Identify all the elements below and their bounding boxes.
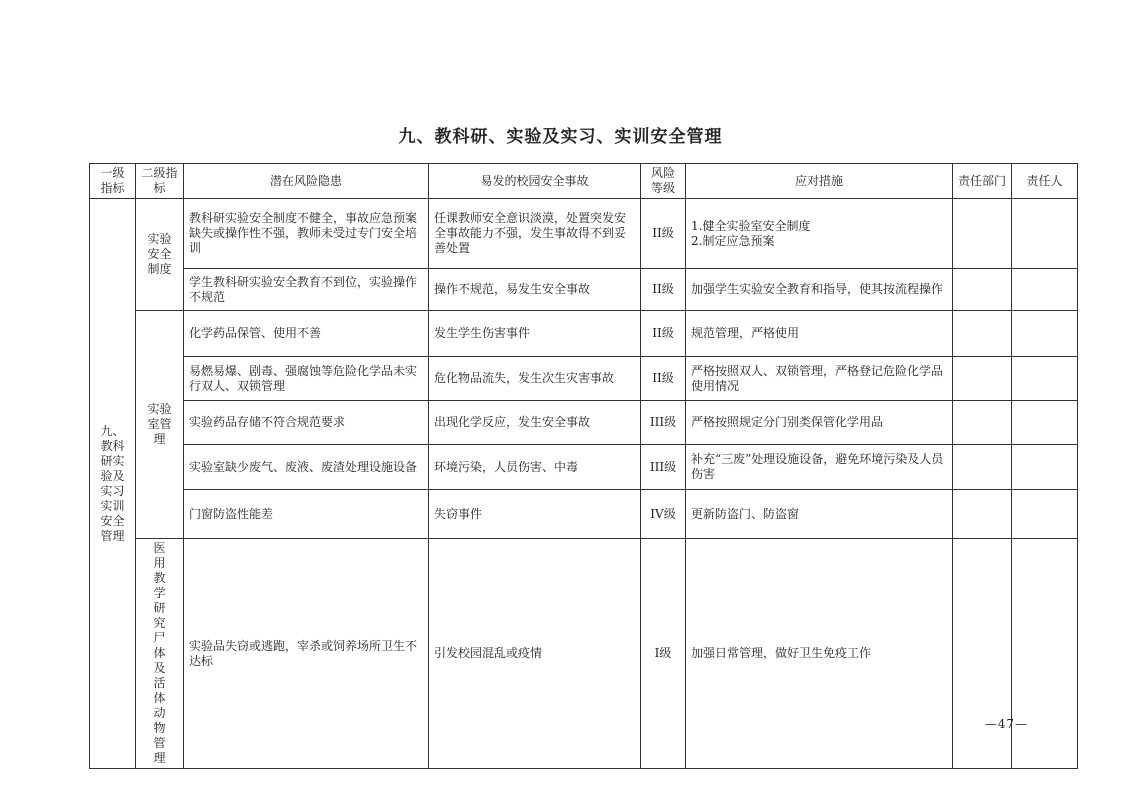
person-cell <box>1012 357 1078 401</box>
person-cell <box>1012 490 1078 539</box>
risk-level-cell: II级 <box>641 269 686 311</box>
level2-label: 实验安全制度 <box>147 232 172 276</box>
dept-cell <box>953 357 1012 401</box>
table-row <box>90 445 1078 490</box>
risk-level-cell: I级 <box>641 539 686 769</box>
table-row <box>90 311 1078 357</box>
header-measures: 应对措施 <box>686 164 953 199</box>
header-person: 责任人 <box>1012 164 1078 199</box>
accident-cell: 出现化学反应，发生安全事故 <box>429 401 641 445</box>
risk-level-cell: III级 <box>641 401 686 445</box>
header-hazard: 潜在风险隐患 <box>184 164 429 199</box>
dept-cell <box>953 445 1012 490</box>
dept-cell <box>953 401 1012 445</box>
table-row <box>90 269 1078 311</box>
accident-cell: 环境污染，人员伤害、中毒 <box>429 445 641 490</box>
accident-cell: 任课教师安全意识淡漠，处置突发安全事故能力不强，发生事故得不到妥善处置 <box>429 199 641 269</box>
level2-cell <box>136 199 184 311</box>
person-cell <box>1012 445 1078 490</box>
hazard-cell: 学生教科研实验安全教育不到位，实验操作不规范 <box>184 269 429 311</box>
header-row <box>90 164 1078 199</box>
person-cell <box>1012 539 1078 769</box>
dept-cell <box>953 539 1012 769</box>
accident-cell: 失窃事件 <box>429 490 641 539</box>
measures-cell: 加强日常管理，做好卫生免疫工作 <box>686 539 953 769</box>
level2-cell <box>136 311 184 539</box>
accident-cell: 引发校园混乱或疫情 <box>429 539 641 769</box>
person-cell <box>1012 401 1078 445</box>
risk-table <box>89 163 1078 769</box>
hazard-cell: 易燃易爆、剧毒、强腐蚀等危险化学品未实行双人、双锁管理 <box>184 357 429 401</box>
page-title: 九、教科研、实验及实习、实训安全管理 <box>398 127 723 147</box>
table-row <box>90 539 1078 769</box>
table-row <box>90 490 1078 539</box>
level1-cell <box>90 199 136 769</box>
measures-cell: 更新防盗门、防盗窗 <box>686 490 953 539</box>
measures-cell: 严格按照双人、双锁管理，严格登记危险化学品使用情况 <box>686 357 953 401</box>
level2-label: 实验室管理 <box>147 402 172 446</box>
person-cell <box>1012 269 1078 311</box>
header-dept: 责任部门 <box>953 164 1012 199</box>
measures-cell: 严格按照规定分门别类保管化学用品 <box>686 401 953 445</box>
accident-cell: 危化物品流失，发生次生灾害事故 <box>429 357 641 401</box>
risk-level-cell: II级 <box>641 311 686 357</box>
hazard-cell: 实验药品存储不符合规范要求 <box>184 401 429 445</box>
header-level2: 二级指标 <box>136 164 184 199</box>
measures-cell: 加强学生实验安全教育和指导，使其按流程操作 <box>686 269 953 311</box>
level1-label: 九、教科研实验及实习实训安全管理 <box>100 423 125 543</box>
level2-label: 医用教学研究尸体及活体动物管理 <box>153 541 166 765</box>
header-accident: 易发的校园安全事故 <box>429 164 641 199</box>
dept-cell <box>953 490 1012 539</box>
page-number: —47— <box>984 717 1028 731</box>
accident-cell: 发生学生伤害事件 <box>429 311 641 357</box>
risk-level-cell: II级 <box>641 357 686 401</box>
dept-cell <box>953 199 1012 269</box>
accident-cell: 操作不规范，易发生安全事故 <box>429 269 641 311</box>
hazard-cell: 门窗防盗性能差 <box>184 490 429 539</box>
risk-level-cell: III级 <box>641 445 686 490</box>
dept-cell <box>953 311 1012 357</box>
risk-level-cell: IV级 <box>641 490 686 539</box>
measures-cell: 补充“三废”处理设施设备，避免环境污染及人员伤害 <box>686 445 953 490</box>
header-level1: 一级指标 <box>90 164 136 199</box>
hazard-cell: 实验室缺少废气、废液、废渣处理设施设备 <box>184 445 429 490</box>
header-risk: 风险等级 <box>641 164 686 199</box>
table-row <box>90 199 1078 269</box>
level2-cell <box>136 539 184 769</box>
table-row <box>90 357 1078 401</box>
hazard-cell: 实验品失窃或逃跑，宰杀或饲养场所卫生不达标 <box>184 539 429 769</box>
measures-cell: 1.健全实验室安全制度 2.制定应急预案 <box>686 199 953 269</box>
person-cell <box>1012 311 1078 357</box>
risk-level-cell: II级 <box>641 199 686 269</box>
table-row <box>90 401 1078 445</box>
measures-cell: 规范管理，严格使用 <box>686 311 953 357</box>
hazard-cell: 教科研实验安全制度不健全，事故应急预案缺失或操作性不强，教师未受过专门安全培训 <box>184 199 429 269</box>
dept-cell <box>953 269 1012 311</box>
person-cell <box>1012 199 1078 269</box>
hazard-cell: 化学药品保管、使用不善 <box>184 311 429 357</box>
